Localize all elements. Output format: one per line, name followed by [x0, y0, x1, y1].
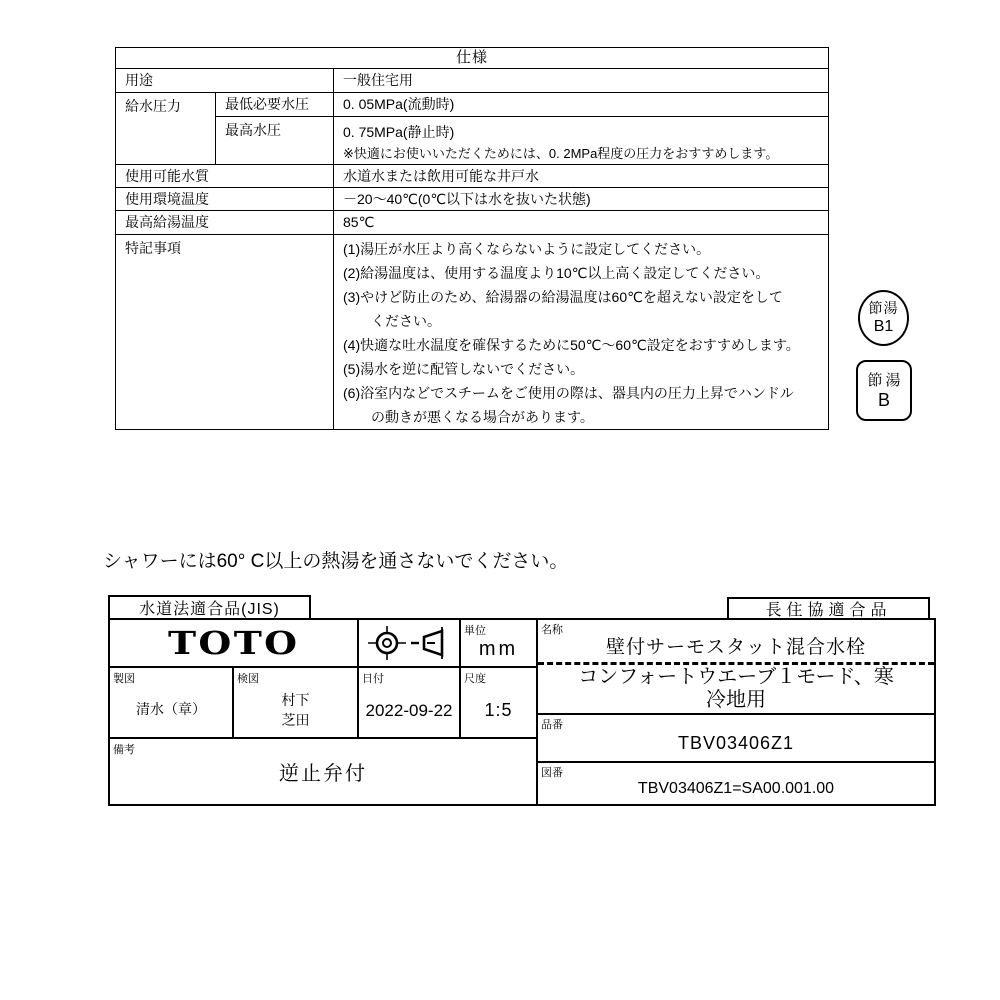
drawing-number-label: 図番 [541, 767, 563, 779]
remarks-value: 逆止弁付 [279, 763, 367, 785]
toto-logo [110, 620, 357, 666]
remarks-label: 備考 [113, 744, 135, 756]
special-note-line: の動きが悪くなる場合があります。 [343, 409, 594, 425]
product-name-cell [538, 620, 934, 663]
scale-value: 1:5 [484, 699, 513, 720]
choju-approval-label: 長住協適合品 [727, 597, 930, 618]
date-value: 2022-09-22 [365, 701, 453, 720]
setsuyu-b-badge [856, 360, 912, 421]
usage-value: 一般住宅用 [334, 69, 829, 93]
remarks-cell [110, 739, 536, 804]
scale-label: 尺度 [464, 673, 486, 685]
spec-table-title: 仕様 [116, 48, 829, 69]
special-note-line: (2)給湯温度は、使用する温度より10℃以上高く設定してください。 [343, 265, 770, 281]
product-number-cell [538, 715, 934, 761]
water-quality-label: 使用可能水質 [116, 165, 334, 188]
product-name: 壁付サーモスタット混合水栓 [605, 637, 866, 658]
product-number-label: 品番 [541, 719, 563, 731]
usage-label: 用途 [116, 69, 334, 93]
name-label: 名称 [541, 624, 563, 636]
setsuyu-b-label: 節湯 [867, 371, 904, 389]
projection-symbol-icon [359, 620, 459, 666]
jis-approval-label: 水道法適合品(JIS) [108, 595, 311, 618]
supply-pressure-label: 給水圧力 [116, 93, 216, 165]
drafter-name: 清水（章） [136, 701, 206, 717]
spec-table [115, 47, 829, 430]
product-variant-cell [538, 665, 934, 713]
drafter-label: 製図 [113, 673, 135, 685]
checker-cell [234, 667, 357, 737]
min-pressure-value: 0. 05MPa(流動時) [334, 93, 829, 117]
max-hot-water-temperature-value: 85℃ [334, 211, 829, 235]
checker-name: 芝田 [281, 712, 310, 728]
scale-cell [461, 667, 536, 737]
unit-cell [461, 620, 536, 666]
title-block-grid [108, 618, 936, 806]
toto-logo-text: TOTO [167, 624, 300, 662]
special-note-line: ください。 [343, 313, 441, 329]
setsuyu-b1-label: 節湯 [868, 300, 899, 316]
unit-value: mm [478, 637, 519, 660]
special-notes-label: 特記事項 [116, 235, 334, 430]
unit-label: 単位 [464, 625, 486, 637]
water-quality-value: 水道水または飲用可能な井戸水 [334, 165, 829, 188]
max-hot-water-temperature-label: 最高給湯温度 [116, 211, 334, 235]
special-note-line: (4)快適な吐水温度を確保するために50℃～60℃設定をおすすめします。 [343, 337, 800, 353]
product-number-value: TBV03406Z1 [677, 732, 795, 753]
max-pressure-note: ※快適にお使いいただくためには、0. 2MPa程度の圧力をおすすめします。 [343, 146, 779, 161]
min-pressure-label: 最低必要水圧 [216, 93, 334, 117]
max-pressure-value-cell [334, 117, 829, 165]
setsuyu-b1-code: B1 [873, 318, 894, 335]
ambient-temperature-label: 使用環境温度 [116, 188, 334, 211]
special-note-line: (3)やけど防止のため、給湯器の給湯温度は60℃を超えない設定をして [343, 289, 783, 305]
ambient-temperature-value: －20～40℃(0℃以下は水を抜いた状態) [334, 188, 829, 211]
checker-label: 検図 [237, 673, 259, 685]
drawing-number-cell [538, 763, 934, 804]
max-pressure-value: 0. 75MPa(静止時) [343, 124, 455, 140]
special-notes-cell [334, 235, 829, 430]
special-note-line: (6)浴室内などでスチームをご使用の際は、器具内の圧力上昇でハンドル [343, 385, 794, 401]
special-note-line: (1)湯圧が水圧より高くならないように設定してください。 [343, 241, 711, 257]
date-label: 日付 [362, 673, 384, 685]
checker-name: 村下 [281, 692, 310, 708]
setsuyu-b1-badge [858, 290, 909, 346]
max-pressure-label: 最高水圧 [216, 117, 334, 165]
drawing-title-block [108, 595, 936, 806]
drawing-number-value: TBV03406Z1=SA00.001.00 [637, 779, 835, 797]
date-cell [359, 667, 459, 737]
product-variant: コンフォートウエーブ１モード、寒冷地用 [578, 666, 894, 711]
shower-caution-note: シャワーには60° C以上の熱湯を通さないでください。 [103, 551, 569, 572]
special-note-line: (5)湯水を逆に配管しないでください。 [343, 361, 585, 377]
setsuyu-b-code: B [877, 389, 890, 410]
drafter-cell [110, 667, 232, 737]
